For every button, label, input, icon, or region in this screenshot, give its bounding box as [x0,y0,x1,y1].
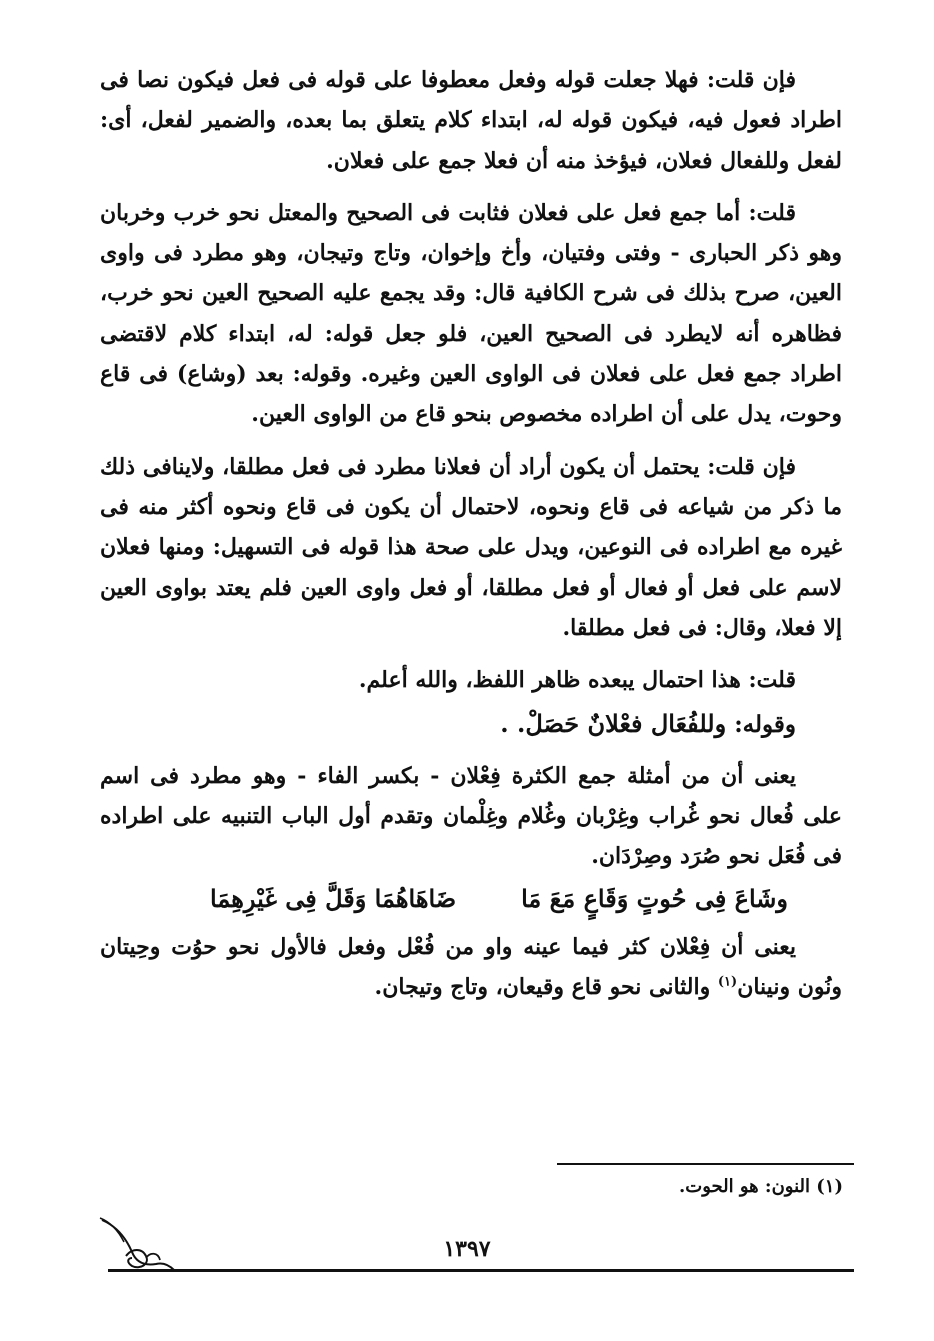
paragraph-5: يعنى أن من أمثلة جمع الكثرة فِعْلان - بكسر الفاء - وهو مطرد فى اسم على فُعال نحو غُراب وغِرْبان وغُلام وغِلْمان وتقدم أول الباب التنبيه على اطراده فى فُعَل نحو صُرَد وصِرْدَان. [100,762,842,870]
hemistich-1: وشَاعَ فِى حُوتٍ وَقَاعٍ مَعَ مَا [521,883,788,913]
verse-intro-prefix: وقوله: [734,711,796,739]
main-text [100,60,842,1020]
paragraph-6 [100,927,842,1008]
paragraph-2: قلت: أما جمع فعل على فعلان فثابت فى الصحيح والمعتل نحو خرب وخربان وهو ذكر الحبارى - وفتى وفتيان، وأخ وإخوان، وتاج وتيجان، وهو مطرد فى واوى العين، صرح بذلك فى شرح الكافية قال: وقد يجمع عليه الصحيح العين نحو خرب، فظاهره أنه لايطرد فى الصحيح العين، فلو جعل قوله: له، ابتداء كلام لاقتضى اطراد جمع فعل على فعلان فى الواوى العين وغيره. وقوله: بعد (وشاع) فى قاع وحوت، يدل على أن اطراده مخصوص بنحو قاع من الواوى العين. [100,199,842,428]
quill-ornament-icon [96,1212,176,1274]
paragraph-6-text-1: يعنى أن فِعْلان كثر فيما عينه واو من فُعْل وفعل فالأول نحو حوُت وحِيتان ونُون ونينان [100,933,842,1001]
page-number: ١٣٩٧ [443,1236,491,1262]
footnote-reference: (١) [717,974,738,990]
paragraph-3: فإن قلت: يحتمل أن يكون أراد أن فعلانا مطرد فى فعل مطلقا، ولاينافى ذلك ما ذكر من شياعه فى قاع ونحوه، لاحتمال أن يكون فى قاع ونحوه أكثر منه فى غيره مع اطراده فى النوعين، ويدل على صحة هذا قوله فى التسهيل: ومنها فعلان لاسم على فعل أو فعال أو فعل مطلقا، أو فعل واوى العين فلم يعتد بواوى العين إلا فعلا، وقال: فى فعل مطلقا. [100,453,842,641]
bottom-divider [108,1269,854,1272]
footnote: (١) النون: هو الحوت. [678,1176,843,1197]
hemistich-2: ضَاهَاهُمَا وَقَلَّ فِى غَيْرِهِمَا [210,883,457,913]
verse-intro-verse: وللفُعَال فعْلانٌ حَصَلْ. . [500,709,727,739]
footnote-divider [557,1163,854,1165]
paragraph-1: فإن قلت: فهلا جعلت قوله وفعل معطوفا على قوله فى فعل فيكون نصا فى اطراد فعول فيه، فيكون قوله له، ابتداء كلام يتعلق بما بعده، والضمير لفعل، أى: لفعل وللفعال فعلان، فيؤخذ منه أن فعلا جمع على فعلان. [100,67,842,174]
paragraph-6-text-2: والثانى نحو قاع وقيعان، وتاج وتيجان. [374,974,718,1001]
verse-couplet [100,879,842,919]
verse-intro [100,704,842,745]
paragraph-4: قلت: هذا احتمال يبعده ظاهر اللفظ، والله أعلم. [358,667,796,694]
